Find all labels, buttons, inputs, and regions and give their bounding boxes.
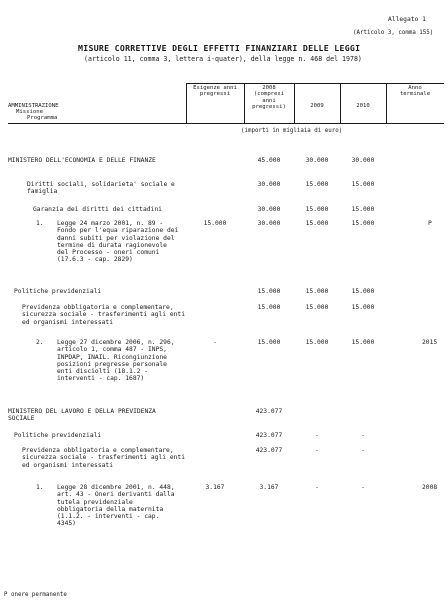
col-header-2008: 2008 (compresi anni pregressi)	[252, 85, 286, 111]
col-header-2010: 2010	[356, 103, 370, 109]
articolo-reference: (Articolo 3, comma 155)	[353, 30, 434, 36]
row-label: Legge 28 dicembre 2001, n. 448, art. 43 - Oneri derivanti dalla tutela previdenziale obbligatoria della maternita (1.1.2. - interventi - cap. 4345)	[57, 484, 175, 528]
cell-2010: 30.000	[351, 157, 375, 164]
cell-esigenze: 15.000	[203, 220, 227, 227]
row-label: Legge 24 marzo 2001, n. 89 - Fondo per l'equa riparazione dei danni subiti per violazione del termine di durata ragionevole del Processo - oneri comuni (17.6.3 - cap. 2829)	[57, 220, 179, 264]
cell-2010: -	[361, 484, 365, 491]
cell-2009: 15.000	[305, 288, 329, 295]
row-label: Politiche previdenziali	[14, 432, 102, 439]
row-number: 1.	[36, 220, 44, 227]
cell-2010: -	[361, 447, 365, 454]
header-bottom-rule	[186, 123, 444, 124]
row-number: 1.	[36, 484, 44, 491]
document-title: MISURE CORRETTIVE DEGLI EFFETTI FINANZIARI DELLE LEGGI	[78, 43, 361, 53]
col-header-anno-terminale: Anno terminale	[399, 85, 431, 98]
cell-anno-terminale: 2015	[422, 339, 438, 346]
cell-2008: 15.000	[257, 288, 281, 295]
cell-2008: 423.077	[255, 408, 283, 415]
row-label: Garanzia dei diritti dei cittadini	[33, 206, 162, 213]
footnote: P onere permanente	[4, 592, 67, 598]
cell-2010: 15.000	[351, 220, 375, 227]
row-label: Diritti sociali, solidarieta' sociale e famiglia	[27, 181, 175, 196]
cell-anno-terminale: P	[428, 220, 432, 227]
cell-2010: 15.000	[351, 206, 375, 213]
cell-2009: 15.000	[305, 181, 329, 188]
allegato-label: Allegato 1	[388, 16, 426, 23]
cell-2010: 15.000	[351, 339, 375, 346]
cell-2008: 30.000	[257, 181, 281, 188]
cell-2008: 423.077	[255, 432, 283, 439]
cell-2009: 30.000	[305, 157, 329, 164]
document-subtitle: (articolo 11, comma 3, lettera i-quater), della legge n. 468 del 1978)	[84, 55, 362, 63]
heading-programma: Programma	[27, 115, 58, 121]
cell-2009: -	[315, 432, 319, 439]
cell-2008: 45.000	[257, 157, 281, 164]
cell-2010: 15.000	[351, 304, 375, 311]
cell-2008: 15.000	[257, 304, 281, 311]
left-heading-rule	[8, 123, 186, 124]
row-label: Previdenza obbligatoria e complementare, sicurezza sociale - trasferimenti agli enti ed organismi interessati	[22, 447, 186, 469]
cell-2009: 15.000	[305, 220, 329, 227]
heading-amministrazione: AMMINISTRAZIONE	[8, 103, 59, 109]
heading-missione: Missione	[16, 109, 43, 115]
row-label: Politiche previdenziali	[14, 288, 102, 295]
col-header-2009: 2009	[310, 103, 324, 109]
row-label: Legge 27 dicembre 2006, n. 296, articolo 1, comma 487 - INPS, INPDAP, INAIL. Ricongiunzione posizioni pregresse personale enti disciolti (18.1.2 - interventi - cap. 1687)	[57, 339, 175, 383]
cell-2009: -	[315, 484, 319, 491]
col-header-esigenze: Esigenze anni pregressi	[193, 85, 237, 98]
cell-2008: 30.000	[257, 206, 281, 213]
units-note: (importi in migliaia di euro)	[241, 128, 343, 134]
cell-2008: 30.000	[257, 220, 281, 227]
row-number: 2.	[36, 339, 44, 346]
cell-2009: 15.000	[305, 339, 329, 346]
cell-2009: 15.000	[305, 304, 329, 311]
cell-2008: 423.077	[255, 447, 283, 454]
row-label: MINISTERO DEL LAVORO E DELLA PREVIDENZA SOCIALE	[8, 408, 156, 423]
header-top-rule	[186, 83, 444, 84]
row-label: Previdenza obbligatoria e complementare, sicurezza sociale - trasferimenti agli enti ed organismi interessati	[22, 304, 186, 326]
cell-esigenze: -	[213, 339, 217, 346]
cell-esigenze: 3.167	[205, 484, 225, 491]
cell-2008: 3.167	[259, 484, 279, 491]
cell-2009: -	[315, 447, 319, 454]
cell-2010: 15.000	[351, 181, 375, 188]
cell-2009: 15.000	[305, 206, 329, 213]
cell-2008: 15.000	[257, 339, 281, 346]
cell-2010: 15.000	[351, 288, 375, 295]
cell-2010: -	[361, 432, 365, 439]
row-label: MINISTERO DELL'ECONOMIA E DELLE FINANZE	[8, 157, 156, 164]
cell-anno-terminale: 2008	[422, 484, 438, 491]
